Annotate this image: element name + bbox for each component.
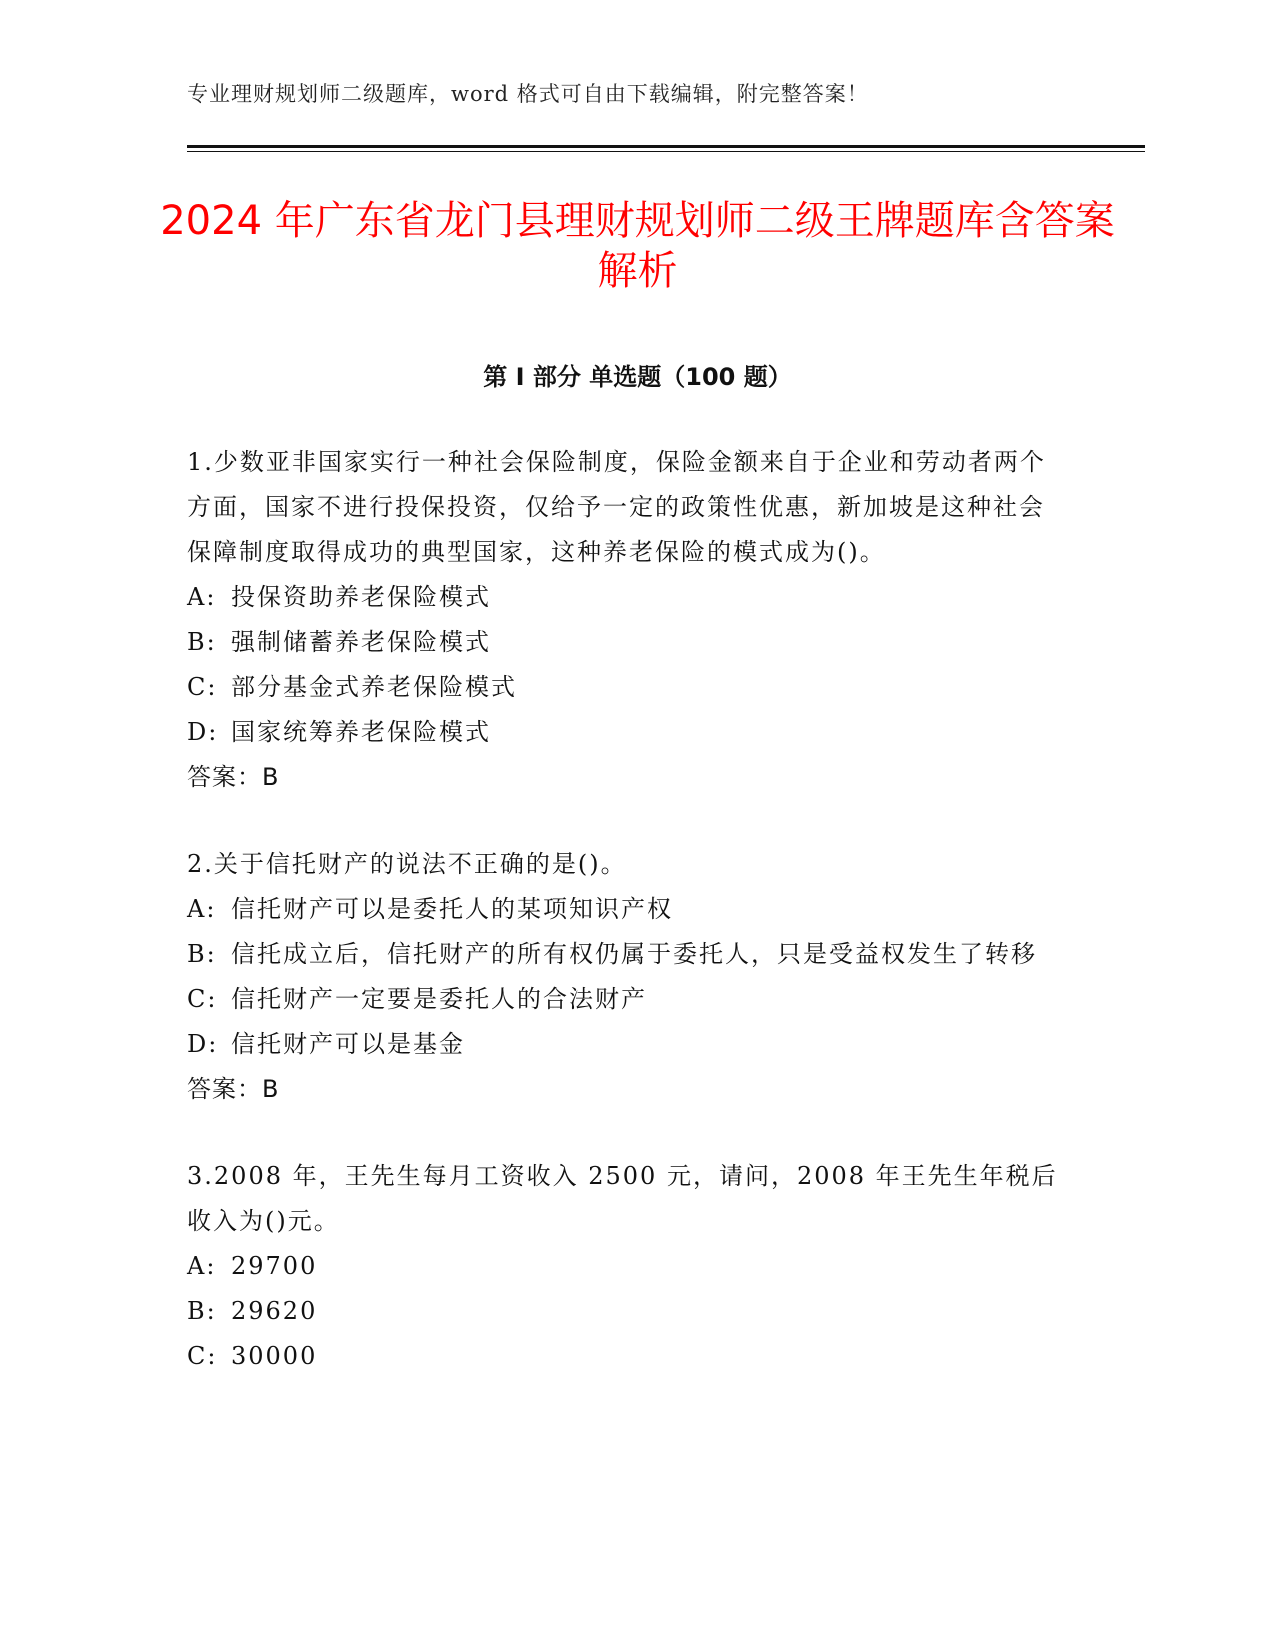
option-b <box>187 932 1067 977</box>
question-2 <box>187 842 1067 1112</box>
option-letter: D: <box>187 1030 219 1058</box>
option-text: 强制储蓄养老保险模式 <box>231 628 491 656</box>
option-text: 投保资助养老保险模式 <box>231 583 491 611</box>
option-text: 信托财产可以是基金 <box>231 1030 465 1058</box>
option-a <box>187 1244 1067 1289</box>
question-3 <box>187 1154 1067 1379</box>
option-letter: A: <box>187 895 217 923</box>
option-letter: D: <box>187 718 219 746</box>
option-text: 部分基金式养老保险模式 <box>231 673 517 701</box>
option-letter: C: <box>187 985 218 1013</box>
option-text: 30000 <box>231 1342 318 1370</box>
option-text: 信托财产可以是委托人的某项知识产权 <box>231 895 673 923</box>
option-text: 29700 <box>231 1252 318 1280</box>
option-b <box>187 1289 1067 1334</box>
option-a <box>187 887 1067 932</box>
option-d <box>187 710 1067 755</box>
option-c <box>187 665 1067 710</box>
option-letter: A: <box>187 583 217 611</box>
question-stem: 3.2008 年，王先生每月工资收入 2500 元，请问，2008 年王先生年税后收入为()元。 <box>187 1162 1058 1235</box>
option-b <box>187 620 1067 665</box>
option-letter: A: <box>187 1252 217 1280</box>
question-stem: 1.少数亚非国家实行一种社会保险制度，保险金额来自于企业和劳动者两个方面，国家不进行投保投资，仅给予一定的政策性优惠，新加坡是这种社会保障制度取得成功的典型国家，这种养老保险的模式成为()。 <box>187 448 1046 566</box>
option-c <box>187 977 1067 1022</box>
header-rule-thick <box>187 145 1145 148</box>
header-note: 专业理财规划师二级题库，word 格式可自由下载编辑，附完整答案！ <box>187 82 869 106</box>
option-c <box>187 1334 1067 1379</box>
option-text: 信托财产一定要是委托人的合法财产 <box>231 985 647 1013</box>
section-heading: 第 I 部分 单选题（100 题） <box>483 363 792 391</box>
question-stem: 2.关于信托财产的说法不正确的是()。 <box>187 850 627 878</box>
option-d <box>187 1022 1067 1067</box>
answer-line: 答案：B <box>187 1075 280 1103</box>
question-1 <box>187 440 1067 800</box>
option-letter: B: <box>187 1297 217 1325</box>
option-text: 29620 <box>231 1297 318 1325</box>
option-letter: B: <box>187 940 217 968</box>
header-rule-thin <box>187 151 1145 152</box>
document-title: 2024 年广东省龙门县理财规划师二级王牌题库含答案解析 <box>160 198 1115 294</box>
option-letter: C: <box>187 1342 218 1370</box>
answer-line: 答案：B <box>187 763 280 791</box>
option-letter: B: <box>187 628 217 656</box>
option-text: 信托成立后，信托财产的所有权仍属于委托人，只是受益权发生了转移 <box>231 940 1037 968</box>
option-text: 国家统筹养老保险模式 <box>231 718 491 746</box>
question-list <box>187 440 1067 1421</box>
option-letter: C: <box>187 673 218 701</box>
option-a <box>187 575 1067 620</box>
